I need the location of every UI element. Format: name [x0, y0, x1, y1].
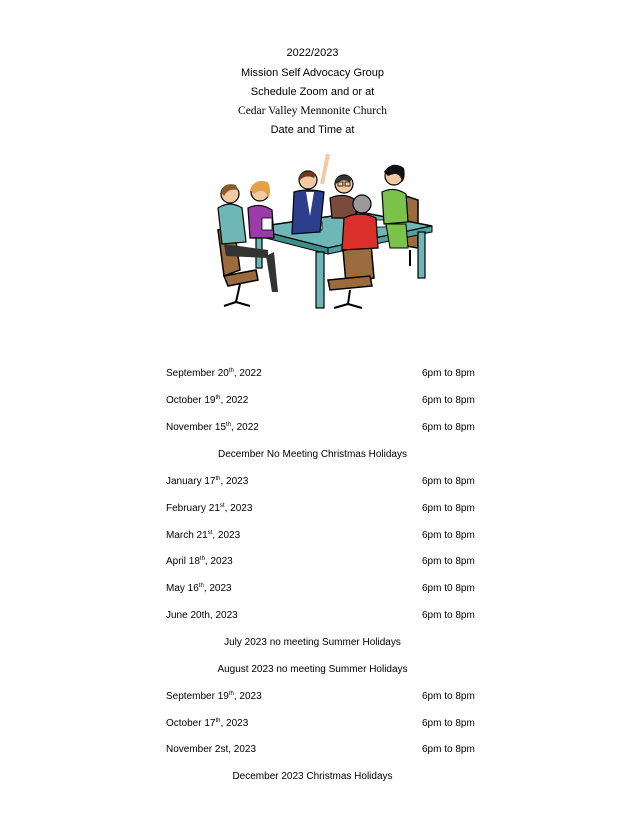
meeting-date-year: , 2023	[220, 476, 249, 487]
meeting-date-year: , 2022	[231, 422, 259, 433]
schedule-note: December 2023 Christmas Holidays	[232, 771, 393, 782]
meeting-date-main: February 21	[166, 503, 220, 514]
meeting-date-main: October 17	[166, 718, 216, 729]
meeting-date-ordinal: th	[228, 691, 234, 697]
schedule-note: August 2023 no meeting Summer Holidays	[217, 664, 408, 675]
meeting-date-main: January 17	[166, 476, 216, 487]
meeting-date	[166, 393, 248, 409]
schedule-row	[0, 689, 625, 705]
meeting-date-ordinal: th	[228, 368, 234, 374]
meeting-date-year: , 2023	[233, 691, 262, 702]
meeting-date-year: , 2023	[224, 503, 253, 514]
header-schedule-line: Schedule Zoom and or at	[250, 86, 375, 98]
meeting-date-main: April 18	[166, 556, 200, 567]
schedule-row	[0, 420, 625, 436]
meeting-date-main: September 20	[166, 368, 229, 379]
meeting-date-ordinal: th	[226, 422, 232, 428]
meeting-time: 6pm to 8pm	[422, 476, 475, 487]
meeting-date	[166, 716, 248, 732]
meeting-time: 6pm to 8pm	[422, 530, 475, 541]
meeting-date-year: , 2023	[203, 583, 232, 594]
meeting-date-main: September 19	[166, 691, 229, 702]
meeting-date-ordinal: st	[219, 503, 225, 509]
schedule-row	[0, 716, 625, 732]
meeting-date-main: May 16	[166, 583, 199, 594]
schedule-row	[0, 393, 625, 409]
meeting-time: 6pm to 8pm	[422, 610, 475, 621]
schedule-row	[0, 554, 625, 570]
meeting-date-ordinal: th	[215, 476, 221, 482]
meeting-date-year: , 2022	[233, 368, 262, 379]
header-year: 2022/2023	[286, 47, 339, 59]
meeting-time: 6pm to 8pm	[422, 422, 475, 433]
schedule-row	[0, 742, 625, 758]
header-datetime: Date and Time at	[270, 124, 355, 136]
meeting-date	[166, 366, 262, 382]
meeting-date-main: March 21	[166, 530, 208, 541]
meeting-time: 6pm to 8pm	[422, 744, 475, 755]
meeting-table-clipart-icon	[210, 152, 436, 314]
meeting-date-ordinal: st	[207, 530, 213, 536]
meeting-date-year: , 2023	[204, 556, 233, 567]
meeting-date-year: , 2023	[212, 530, 241, 541]
meeting-date	[166, 581, 232, 597]
meeting-time: 6pm t0 8pm	[422, 583, 475, 594]
meeting-date-ordinal: th	[198, 583, 204, 589]
meeting-time: 6pm to 8pm	[422, 368, 475, 379]
meeting-time: 6pm to 8pm	[422, 718, 475, 729]
header-group-name: Mission Self Advocacy Group	[240, 67, 385, 79]
meeting-date-main: June 20th, 2023	[166, 610, 238, 621]
meeting-date	[166, 689, 262, 705]
meeting-date	[166, 528, 240, 544]
meeting-time: 6pm to 8pm	[422, 503, 475, 514]
schedule-row	[0, 608, 625, 624]
meeting-date	[166, 742, 256, 758]
meeting-date	[166, 608, 238, 624]
meeting-date	[166, 554, 233, 570]
schedule-note: December No Meeting Christmas Holidays	[218, 449, 407, 460]
schedule-row	[0, 528, 625, 544]
meeting-time: 6pm to 8pm	[422, 691, 475, 702]
schedule-row	[0, 474, 625, 490]
header-venue: Cedar Valley Mennonite Church	[238, 105, 387, 117]
schedule-row	[0, 581, 625, 597]
schedule-row	[0, 501, 625, 517]
meeting-date-year: , 2022	[220, 395, 249, 406]
meeting-date-ordinal: th	[215, 718, 221, 724]
person-glasses-man-icon	[330, 175, 356, 218]
meeting-date	[166, 474, 248, 490]
meeting-date-ordinal: th	[199, 556, 205, 562]
meeting-date-main: November 2st, 2023	[166, 744, 257, 755]
person-left-woman-icon	[248, 181, 274, 238]
meeting-time: 6pm to 8pm	[422, 556, 475, 567]
meeting-date-year: , 2023	[220, 718, 249, 729]
meeting-date	[166, 501, 252, 517]
meeting-date-main: November 15	[166, 422, 227, 433]
meeting-date-ordinal: th	[215, 395, 221, 401]
meeting-date	[166, 420, 259, 436]
schedule-note: July 2023 no meeting Summer Holidays	[224, 637, 401, 648]
meeting-time: 6pm to 8pm	[422, 395, 475, 406]
schedule-row	[0, 366, 625, 382]
meeting-date-main: October 19	[166, 395, 216, 406]
